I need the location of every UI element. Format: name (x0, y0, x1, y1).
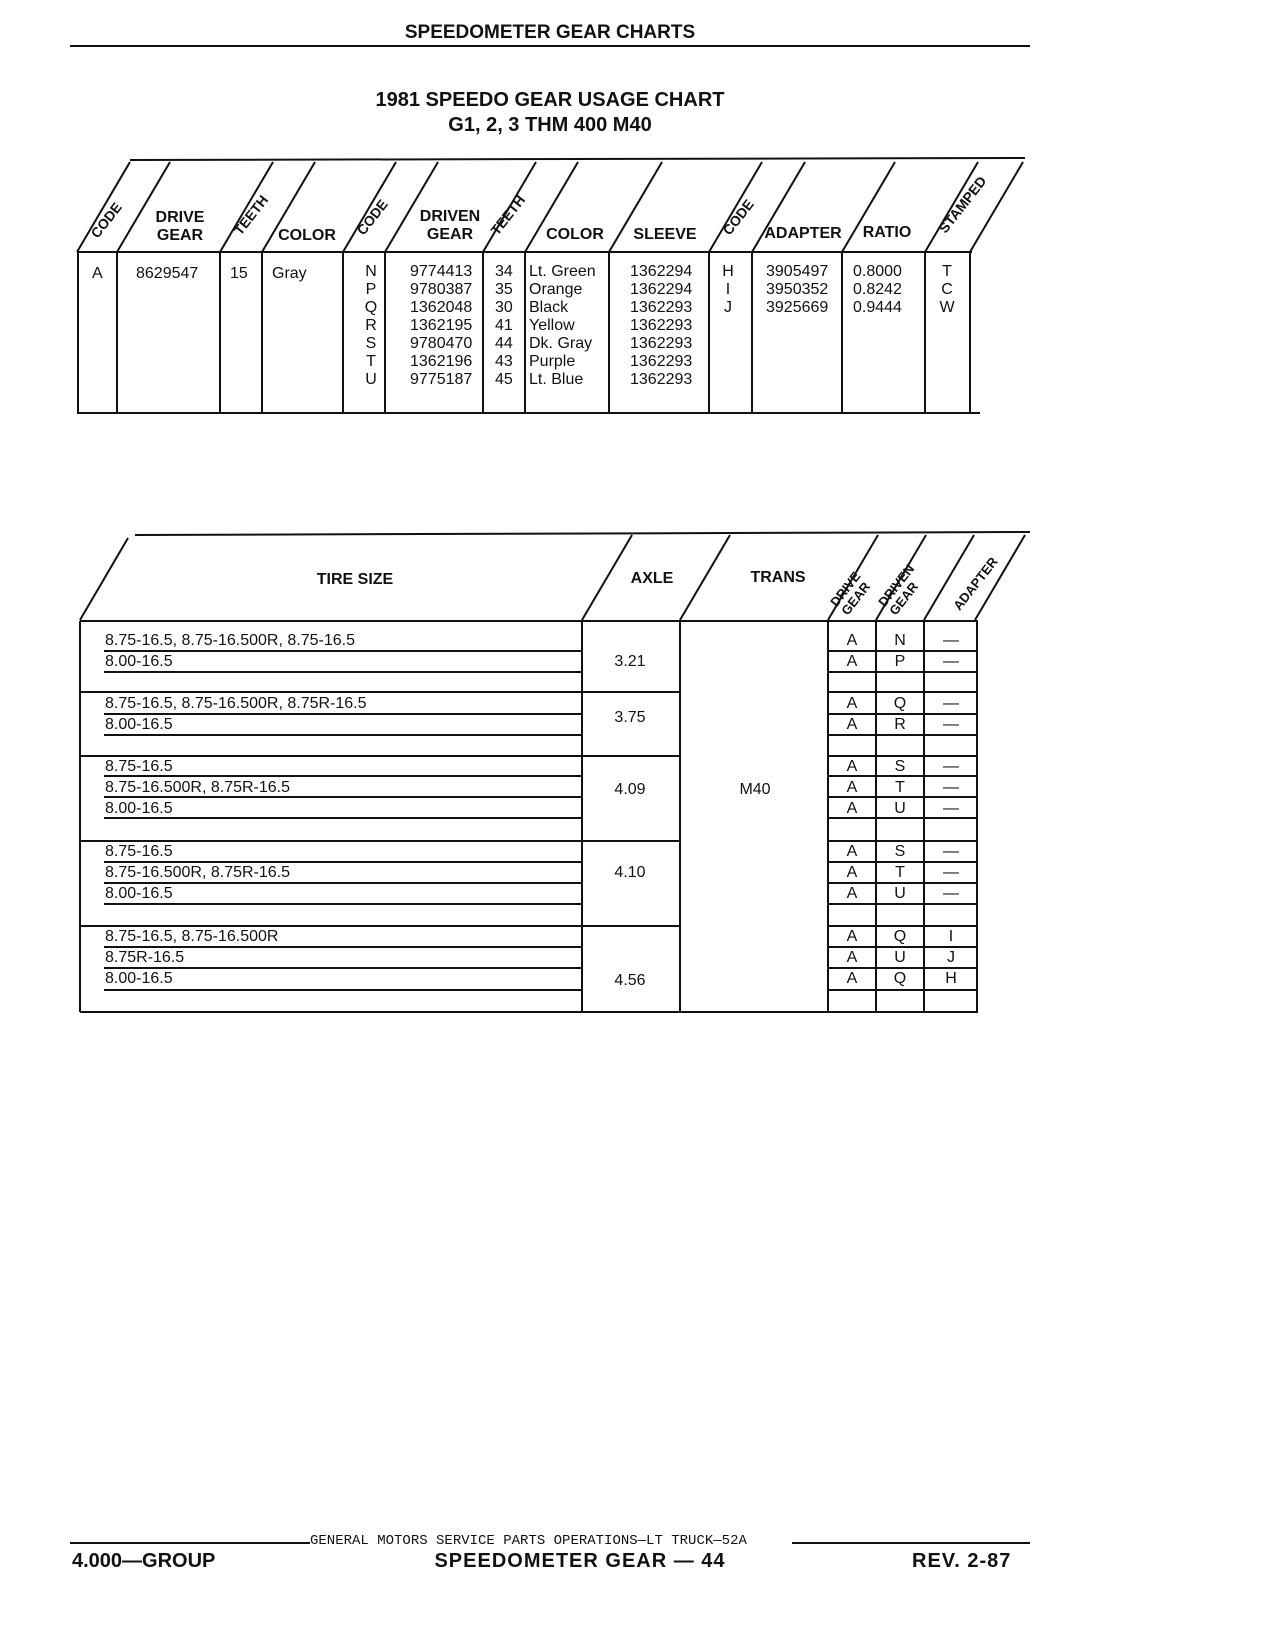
footer-source: GENERAL MOTORS SERVICE PARTS OPERATIONS—LT TRUCK—52A (310, 1533, 747, 1549)
adapter-code: — (943, 779, 959, 796)
axle-value: 3.75 (614, 709, 646, 726)
drive-teeth: 15 (230, 265, 248, 282)
drive-code: A (846, 716, 858, 733)
tire-size: 8.75-16.5, 8.75-16.500R, 8.75-16.5 (105, 632, 355, 649)
drive-code: A (846, 779, 858, 796)
drive-code: A (846, 970, 858, 987)
tire-size: 8.00-16.5 (105, 885, 173, 902)
axle-value: 3.21 (614, 653, 646, 670)
driven-code: R (894, 716, 906, 733)
chart-title: 1981 SPEEDO GEAR USAGE CHART (375, 89, 725, 111)
drive-gear-number: 8629547 (136, 265, 199, 282)
header-driven-gear-slant: DRIVEN GEAR (875, 561, 922, 618)
tire-size: 8.75-16.5, 8.75-16.500R, 8.75R-16.5 (105, 695, 367, 712)
header-axle: AXLE (630, 570, 674, 587)
driven-code: P (894, 653, 906, 670)
header-teeth-1: TEETH (230, 191, 272, 238)
adapter-code: — (943, 695, 959, 712)
header-code-3: CODE (719, 196, 757, 238)
axle-value: 4.09 (614, 781, 646, 798)
header-driven-gear: DRIVEN GEAR (419, 208, 481, 243)
header-tire-size: TIRE SIZE (316, 571, 394, 588)
drive-code: A (846, 928, 858, 945)
driven-gear-numbers: 9774413 9780387 1362048 1362195 9780470 1362196 9775187 (410, 263, 473, 388)
adapter-code: — (943, 716, 959, 733)
header-sleeve: SLEEVE (633, 226, 697, 243)
header-code-2: CODE (353, 196, 391, 238)
header-trans: TRANS (750, 569, 806, 586)
driven-codes: N P Q R S T U (364, 263, 378, 388)
tire-size: 8.00-16.5 (105, 716, 173, 733)
chart-subtitle: G1, 2, 3 THM 400 M40 (448, 114, 652, 136)
tire-size: 8.00-16.5 (105, 653, 173, 670)
driven-code: S (894, 843, 906, 860)
running-head: SPEEDOMETER GEAR CHARTS (404, 22, 696, 43)
driven-code: Q (893, 928, 907, 945)
adapter-code: H (945, 970, 957, 987)
header-color-2: COLOR (546, 226, 604, 243)
driven-teeth: 34 35 30 41 44 43 45 (495, 263, 513, 388)
drive-code: A (846, 758, 858, 775)
ratio-values: 0.8000 0.8242 0.9444 (853, 263, 902, 316)
drive-code: A (846, 843, 858, 860)
footer-revision: REV. 2-87 (912, 1550, 1012, 1572)
drive-code: A (846, 885, 858, 902)
header-code-1: CODE (87, 199, 125, 241)
drive-code: A (846, 800, 858, 817)
adapter-code: — (943, 632, 959, 649)
tire-size: 8.00-16.5 (105, 970, 173, 987)
driven-code: U (894, 800, 906, 817)
header-drive-gear: DRIVE GEAR (155, 209, 205, 244)
tire-size: 8.75R-16.5 (105, 949, 185, 966)
drive-code: A (846, 695, 858, 712)
footer-rule-right (792, 1542, 1030, 1544)
tire-size: 8.75-16.500R, 8.75R-16.5 (105, 779, 291, 796)
header-adapter: ADAPTER (764, 225, 842, 242)
drive-code: A (92, 265, 103, 282)
header-drive-gear-slant: DRIVE GEAR (827, 568, 874, 618)
header-adapter-slant: ADAPTER (950, 554, 1001, 613)
footer-rule-left (70, 1542, 310, 1544)
driven-code: T (895, 864, 905, 881)
adapter-code: — (943, 758, 959, 775)
driven-code: Q (893, 695, 907, 712)
driven-code: U (894, 949, 906, 966)
tire-size: 8.75-16.5 (105, 758, 173, 775)
adapter-code: — (943, 864, 959, 881)
header-ratio: RATIO (862, 224, 912, 241)
drive-color: Gray (272, 265, 307, 282)
drive-code: A (846, 864, 858, 881)
drive-code: A (846, 632, 858, 649)
adapter-code: — (943, 653, 959, 670)
trans-value: M40 (739, 781, 771, 798)
header-teeth-2: TEETH (487, 191, 529, 238)
sleeve-numbers: 1362294 1362294 1362293 1362293 1362293 1362293 1362293 (630, 263, 693, 388)
adapter-code: J (947, 949, 955, 966)
footer-group: 4.000—GROUP (72, 1550, 216, 1572)
adapter-code: — (943, 800, 959, 817)
adapter-codes: H I J (722, 263, 734, 316)
drive-code: A (846, 653, 858, 670)
driven-code: S (894, 758, 906, 775)
tire-size: 8.00-16.5 (105, 800, 173, 817)
header-color-1: COLOR (278, 227, 336, 244)
driven-code: T (895, 779, 905, 796)
header-stamped: STAMPED (935, 173, 990, 236)
adapter-code: — (943, 885, 959, 902)
adapter-numbers: 3905497 3950352 3925669 (766, 263, 829, 316)
adapter-code: I (948, 928, 954, 945)
stamped-letters: T C W (939, 263, 955, 316)
driven-code: Q (893, 970, 907, 987)
drive-code: A (846, 949, 858, 966)
axle-value: 4.10 (614, 864, 646, 881)
footer-section: SPEEDOMETER GEAR — 44 (434, 1550, 726, 1572)
tire-size: 8.75-16.5, 8.75-16.500R (105, 928, 279, 945)
tire-size: 8.75-16.5 (105, 843, 173, 860)
axle-value: 4.56 (614, 972, 646, 989)
driven-code: N (894, 632, 906, 649)
adapter-code: — (943, 843, 959, 860)
driven-colors: Lt. Green Orange Black Yellow Dk. Gray Purple Lt. Blue (529, 263, 596, 388)
driven-code: U (894, 885, 906, 902)
tire-size: 8.75-16.500R, 8.75R-16.5 (105, 864, 291, 881)
